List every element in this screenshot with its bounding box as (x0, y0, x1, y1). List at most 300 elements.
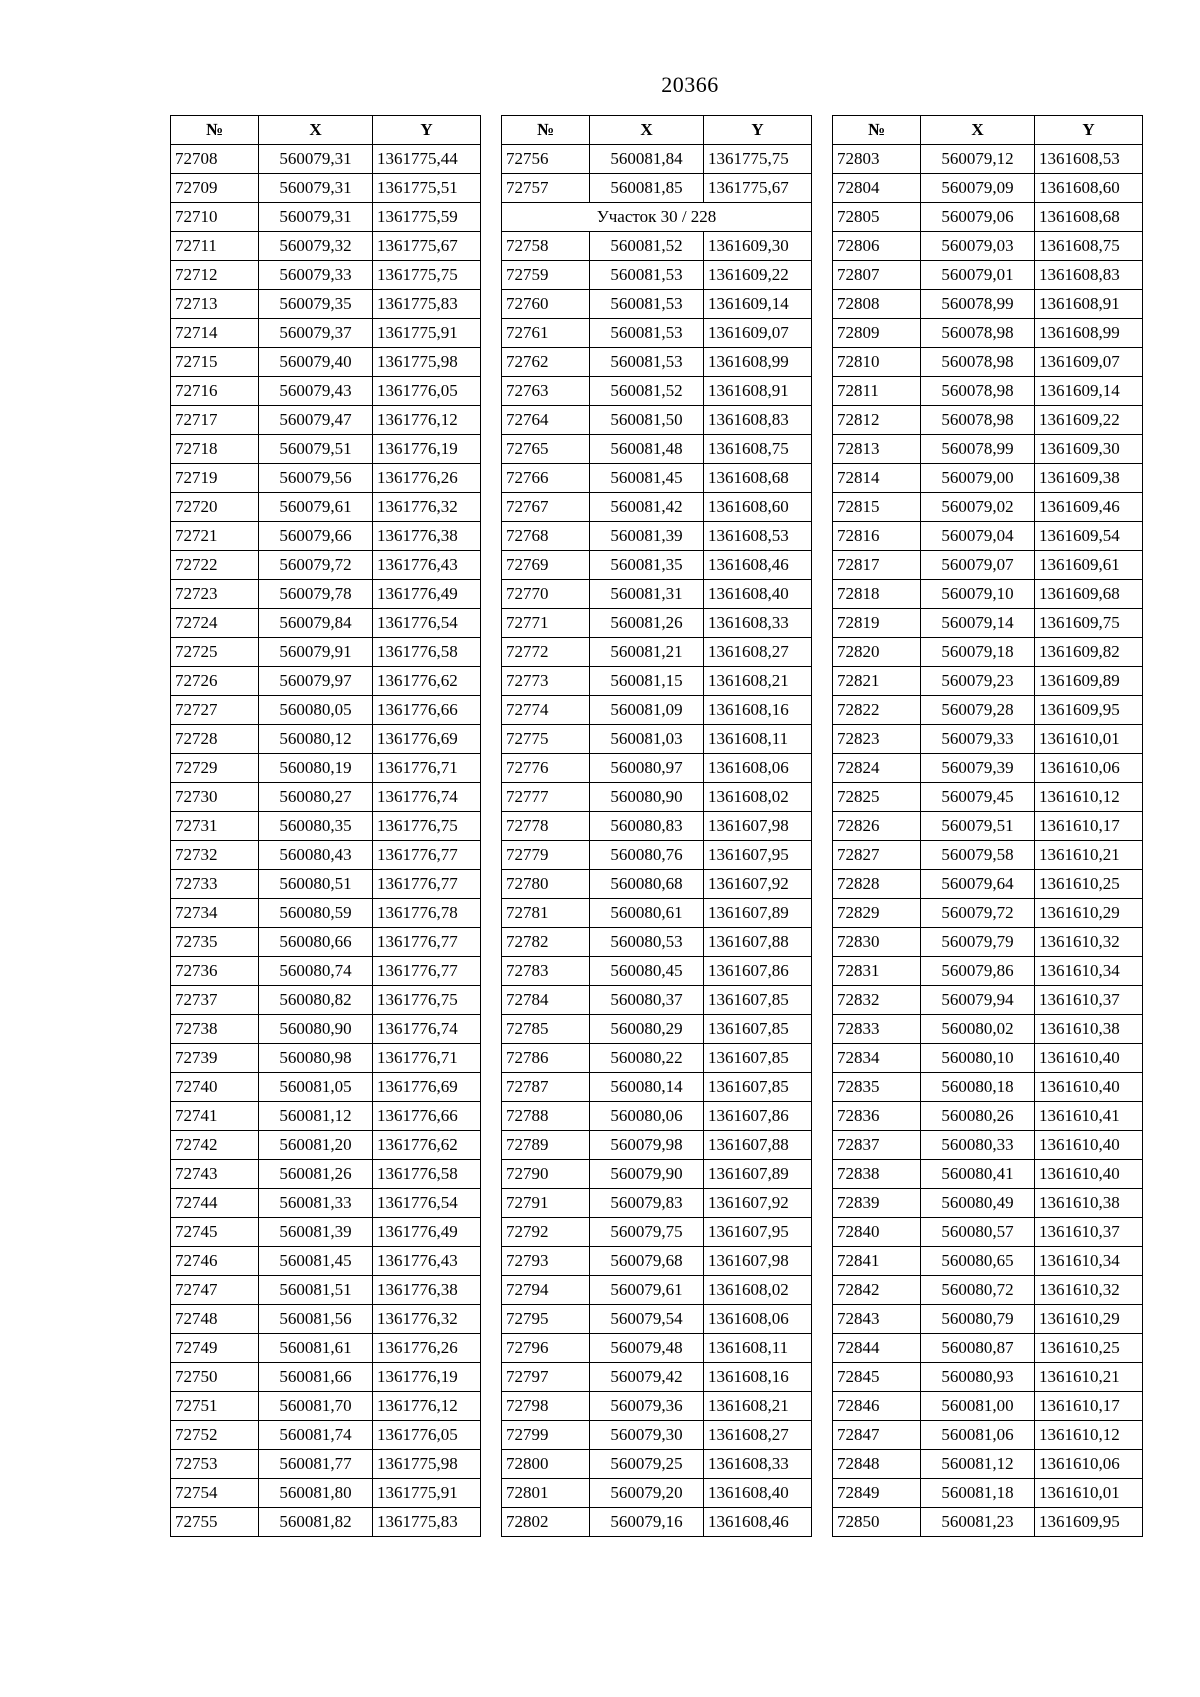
y-coordinate: 1361775,75 (704, 145, 812, 174)
point-number: 72833 (833, 1015, 921, 1044)
x-coordinate: 560080,97 (590, 754, 704, 783)
point-number: 72820 (833, 638, 921, 667)
table-row (171, 1334, 481, 1363)
table-header-row (502, 116, 812, 145)
y-coordinate: 1361610,06 (1035, 1450, 1143, 1479)
y-coordinate: 1361608,06 (704, 754, 812, 783)
x-coordinate: 560080,57 (921, 1218, 1035, 1247)
y-coordinate: 1361608,46 (704, 551, 812, 580)
y-coordinate: 1361775,51 (373, 174, 481, 203)
y-coordinate: 1361608,75 (704, 435, 812, 464)
y-coordinate: 1361610,40 (1035, 1131, 1143, 1160)
x-coordinate: 560081,00 (921, 1392, 1035, 1421)
table-row (171, 290, 481, 319)
y-coordinate: 1361608,75 (1035, 232, 1143, 261)
x-coordinate: 560079,64 (921, 870, 1035, 899)
y-coordinate: 1361610,12 (1035, 1421, 1143, 1450)
table-row (171, 870, 481, 899)
x-coordinate: 560078,98 (921, 348, 1035, 377)
y-coordinate: 1361775,83 (373, 290, 481, 319)
x-coordinate: 560081,26 (590, 609, 704, 638)
table-row (833, 493, 1143, 522)
section-label: Участок 30 / 228 (502, 203, 812, 232)
x-coordinate: 560080,74 (259, 957, 373, 986)
table-row (171, 348, 481, 377)
y-coordinate: 1361776,19 (373, 435, 481, 464)
point-number: 72712 (171, 261, 259, 290)
y-coordinate: 1361609,95 (1035, 1508, 1143, 1537)
x-coordinate: 560081,39 (259, 1218, 373, 1247)
y-coordinate: 1361775,91 (373, 319, 481, 348)
point-number: 72815 (833, 493, 921, 522)
table-row (171, 1392, 481, 1421)
y-coordinate: 1361610,40 (1035, 1044, 1143, 1073)
table-row (171, 986, 481, 1015)
table-row (502, 783, 812, 812)
x-coordinate: 560080,06 (590, 1102, 704, 1131)
table-row (502, 580, 812, 609)
y-coordinate: 1361608,02 (704, 783, 812, 812)
table-row (833, 1479, 1143, 1508)
y-coordinate: 1361610,41 (1035, 1102, 1143, 1131)
x-coordinate: 560081,52 (590, 232, 704, 261)
x-coordinate: 560080,12 (259, 725, 373, 754)
y-coordinate: 1361607,85 (704, 986, 812, 1015)
table-row (833, 174, 1143, 203)
table-row (171, 667, 481, 696)
y-coordinate: 1361776,12 (373, 1392, 481, 1421)
x-coordinate: 560081,50 (590, 406, 704, 435)
point-number: 72806 (833, 232, 921, 261)
table-row (502, 261, 812, 290)
point-number: 72772 (502, 638, 590, 667)
x-coordinate: 560080,05 (259, 696, 373, 725)
y-coordinate: 1361610,25 (1035, 1334, 1143, 1363)
x-coordinate: 560080,26 (921, 1102, 1035, 1131)
coordinate-table (501, 115, 812, 1537)
point-number: 72750 (171, 1363, 259, 1392)
x-coordinate: 560079,79 (921, 928, 1035, 957)
y-coordinate: 1361775,67 (704, 174, 812, 203)
y-coordinate: 1361608,33 (704, 1450, 812, 1479)
table-row (502, 754, 812, 783)
point-number: 72754 (171, 1479, 259, 1508)
x-coordinate: 560080,59 (259, 899, 373, 928)
point-number: 72779 (502, 841, 590, 870)
point-number: 72826 (833, 812, 921, 841)
point-number: 72814 (833, 464, 921, 493)
table-row (502, 493, 812, 522)
y-coordinate: 1361775,83 (373, 1508, 481, 1537)
point-number: 72709 (171, 174, 259, 203)
x-coordinate: 560079,54 (590, 1305, 704, 1334)
table-row (171, 841, 481, 870)
y-coordinate: 1361776,05 (373, 1421, 481, 1450)
x-coordinate: 560079,72 (259, 551, 373, 580)
table-row (502, 377, 812, 406)
x-coordinate: 560081,33 (259, 1189, 373, 1218)
point-number: 72839 (833, 1189, 921, 1218)
x-coordinate: 560080,68 (590, 870, 704, 899)
x-coordinate: 560080,22 (590, 1044, 704, 1073)
table-row (171, 1160, 481, 1189)
table-row (171, 696, 481, 725)
table-row (171, 1247, 481, 1276)
table-row (833, 1276, 1143, 1305)
point-number: 72770 (502, 580, 590, 609)
y-coordinate: 1361776,74 (373, 783, 481, 812)
x-coordinate: 560081,51 (259, 1276, 373, 1305)
x-coordinate: 560079,98 (590, 1131, 704, 1160)
point-number: 72715 (171, 348, 259, 377)
y-coordinate: 1361608,99 (1035, 319, 1143, 348)
y-coordinate: 1361776,26 (373, 464, 481, 493)
x-coordinate: 560079,06 (921, 203, 1035, 232)
table-row (502, 1363, 812, 1392)
x-coordinate: 560080,87 (921, 1334, 1035, 1363)
point-number: 72727 (171, 696, 259, 725)
point-number: 72794 (502, 1276, 590, 1305)
x-coordinate: 560081,03 (590, 725, 704, 754)
x-coordinate: 560081,66 (259, 1363, 373, 1392)
x-coordinate: 560081,39 (590, 522, 704, 551)
y-coordinate: 1361610,12 (1035, 783, 1143, 812)
table-row (171, 812, 481, 841)
x-coordinate: 560081,53 (590, 290, 704, 319)
table-row (171, 145, 481, 174)
point-number: 72769 (502, 551, 590, 580)
y-coordinate: 1361776,26 (373, 1334, 481, 1363)
table-row (833, 1102, 1143, 1131)
x-coordinate: 560080,72 (921, 1276, 1035, 1305)
point-number: 72844 (833, 1334, 921, 1363)
point-number: 72808 (833, 290, 921, 319)
table-row (171, 551, 481, 580)
x-coordinate: 560079,02 (921, 493, 1035, 522)
point-number: 72789 (502, 1131, 590, 1160)
column-header-y: Y (373, 116, 481, 145)
point-number: 72817 (833, 551, 921, 580)
x-coordinate: 560079,83 (590, 1189, 704, 1218)
point-number: 72764 (502, 406, 590, 435)
table-header-row (171, 116, 481, 145)
table-row (502, 696, 812, 725)
y-coordinate: 1361776,54 (373, 609, 481, 638)
table-row (833, 1392, 1143, 1421)
y-coordinate: 1361608,53 (1035, 145, 1143, 174)
x-coordinate: 560081,84 (590, 145, 704, 174)
point-number: 72802 (502, 1508, 590, 1537)
point-number: 72721 (171, 522, 259, 551)
table-row (171, 957, 481, 986)
x-coordinate: 560079,56 (259, 464, 373, 493)
point-number: 72765 (502, 435, 590, 464)
y-coordinate: 1361610,21 (1035, 841, 1143, 870)
x-coordinate: 560079,75 (590, 1218, 704, 1247)
x-coordinate: 560081,18 (921, 1479, 1035, 1508)
table-row (833, 1421, 1143, 1450)
y-coordinate: 1361776,58 (373, 638, 481, 667)
table-row (502, 1276, 812, 1305)
y-coordinate: 1361608,68 (704, 464, 812, 493)
y-coordinate: 1361608,33 (704, 609, 812, 638)
x-coordinate: 560079,51 (259, 435, 373, 464)
point-number: 72776 (502, 754, 590, 783)
y-coordinate: 1361607,92 (704, 870, 812, 899)
x-coordinate: 560080,19 (259, 754, 373, 783)
x-coordinate: 560079,33 (259, 261, 373, 290)
y-coordinate: 1361610,34 (1035, 957, 1143, 986)
table-row (833, 754, 1143, 783)
table-row (833, 1189, 1143, 1218)
point-number: 72734 (171, 899, 259, 928)
x-coordinate: 560080,35 (259, 812, 373, 841)
x-coordinate: 560079,20 (590, 1479, 704, 1508)
x-coordinate: 560079,51 (921, 812, 1035, 841)
point-number: 72792 (502, 1218, 590, 1247)
x-coordinate: 560079,39 (921, 754, 1035, 783)
y-coordinate: 1361609,30 (1035, 435, 1143, 464)
table-row (502, 609, 812, 638)
x-coordinate: 560079,00 (921, 464, 1035, 493)
y-coordinate: 1361610,37 (1035, 986, 1143, 1015)
table-row (833, 1305, 1143, 1334)
point-number: 72793 (502, 1247, 590, 1276)
point-number: 72783 (502, 957, 590, 986)
point-number: 72720 (171, 493, 259, 522)
table-row (502, 174, 812, 203)
point-number: 72797 (502, 1363, 590, 1392)
point-number: 72725 (171, 638, 259, 667)
point-number: 72786 (502, 1044, 590, 1073)
x-coordinate: 560081,09 (590, 696, 704, 725)
x-coordinate: 560081,31 (590, 580, 704, 609)
table-row (171, 928, 481, 957)
point-number: 72711 (171, 232, 259, 261)
x-coordinate: 560081,70 (259, 1392, 373, 1421)
x-coordinate: 560080,41 (921, 1160, 1035, 1189)
x-coordinate: 560079,32 (259, 232, 373, 261)
point-number: 72809 (833, 319, 921, 348)
y-coordinate: 1361608,99 (704, 348, 812, 377)
table-row (171, 580, 481, 609)
y-coordinate: 1361609,14 (704, 290, 812, 319)
y-coordinate: 1361609,07 (1035, 348, 1143, 377)
point-number: 72821 (833, 667, 921, 696)
point-number: 72755 (171, 1508, 259, 1537)
table-row (502, 986, 812, 1015)
point-number: 72798 (502, 1392, 590, 1421)
table-row (171, 174, 481, 203)
y-coordinate: 1361776,66 (373, 696, 481, 725)
table-row (171, 638, 481, 667)
x-coordinate: 560080,82 (259, 986, 373, 1015)
x-coordinate: 560079,04 (921, 522, 1035, 551)
point-number: 72831 (833, 957, 921, 986)
point-number: 72837 (833, 1131, 921, 1160)
column-header-x: X (259, 116, 373, 145)
x-coordinate: 560079,47 (259, 406, 373, 435)
point-number: 72811 (833, 377, 921, 406)
y-coordinate: 1361775,91 (373, 1479, 481, 1508)
point-number: 72829 (833, 899, 921, 928)
table-row (502, 1044, 812, 1073)
y-coordinate: 1361607,86 (704, 1102, 812, 1131)
point-number: 72785 (502, 1015, 590, 1044)
x-coordinate: 560080,66 (259, 928, 373, 957)
table-row (171, 1131, 481, 1160)
y-coordinate: 1361608,40 (704, 580, 812, 609)
x-coordinate: 560080,79 (921, 1305, 1035, 1334)
x-coordinate: 560081,85 (590, 174, 704, 203)
table-row (833, 725, 1143, 754)
point-number: 72780 (502, 870, 590, 899)
point-number: 72846 (833, 1392, 921, 1421)
y-coordinate: 1361776,43 (373, 551, 481, 580)
x-coordinate: 560081,12 (259, 1102, 373, 1131)
table-row (502, 1247, 812, 1276)
x-coordinate: 560081,15 (590, 667, 704, 696)
table-row (833, 609, 1143, 638)
point-number: 72804 (833, 174, 921, 203)
y-coordinate: 1361609,07 (704, 319, 812, 348)
point-number: 72807 (833, 261, 921, 290)
x-coordinate: 560079,31 (259, 174, 373, 203)
x-coordinate: 560081,42 (590, 493, 704, 522)
x-coordinate: 560081,74 (259, 1421, 373, 1450)
y-coordinate: 1361609,22 (1035, 406, 1143, 435)
y-coordinate: 1361775,98 (373, 348, 481, 377)
y-coordinate: 1361610,17 (1035, 812, 1143, 841)
point-number: 72813 (833, 435, 921, 464)
table-row (502, 1334, 812, 1363)
point-number: 72777 (502, 783, 590, 812)
point-number: 72749 (171, 1334, 259, 1363)
x-coordinate: 560078,99 (921, 290, 1035, 319)
table-row (502, 957, 812, 986)
coordinate-tables (170, 115, 1143, 1537)
column-header-y: Y (704, 116, 812, 145)
table-row (171, 1102, 481, 1131)
table-row (171, 493, 481, 522)
table-row (833, 551, 1143, 580)
point-number: 72795 (502, 1305, 590, 1334)
table-row (502, 725, 812, 754)
y-coordinate: 1361610,21 (1035, 1363, 1143, 1392)
x-coordinate: 560080,76 (590, 841, 704, 870)
table-row (171, 435, 481, 464)
x-coordinate: 560079,30 (590, 1421, 704, 1450)
point-number: 72800 (502, 1450, 590, 1479)
table-row (833, 1015, 1143, 1044)
point-number: 72775 (502, 725, 590, 754)
point-number: 72841 (833, 1247, 921, 1276)
column-header-y: Y (1035, 116, 1143, 145)
point-number: 72774 (502, 696, 590, 725)
table-row (502, 551, 812, 580)
x-coordinate: 560079,78 (259, 580, 373, 609)
y-coordinate: 1361776,12 (373, 406, 481, 435)
x-coordinate: 560079,43 (259, 377, 373, 406)
table-row (833, 1363, 1143, 1392)
y-coordinate: 1361609,75 (1035, 609, 1143, 638)
table-row (171, 754, 481, 783)
table-row (502, 232, 812, 261)
x-coordinate: 560079,61 (259, 493, 373, 522)
table-row (833, 348, 1143, 377)
y-coordinate: 1361608,91 (704, 377, 812, 406)
table-row (833, 203, 1143, 232)
point-number: 72739 (171, 1044, 259, 1073)
x-coordinate: 560081,26 (259, 1160, 373, 1189)
x-coordinate: 560079,31 (259, 145, 373, 174)
point-number: 72850 (833, 1508, 921, 1537)
x-coordinate: 560081,53 (590, 319, 704, 348)
column-header-number: № (502, 116, 590, 145)
point-number: 72825 (833, 783, 921, 812)
y-coordinate: 1361776,38 (373, 1276, 481, 1305)
point-number: 72718 (171, 435, 259, 464)
y-coordinate: 1361609,82 (1035, 638, 1143, 667)
y-coordinate: 1361776,77 (373, 870, 481, 899)
x-coordinate: 560079,94 (921, 986, 1035, 1015)
y-coordinate: 1361609,95 (1035, 696, 1143, 725)
column-header-number: № (833, 116, 921, 145)
y-coordinate: 1361608,83 (704, 406, 812, 435)
point-number: 72742 (171, 1131, 259, 1160)
table-row (502, 1189, 812, 1218)
y-coordinate: 1361609,89 (1035, 667, 1143, 696)
y-coordinate: 1361609,68 (1035, 580, 1143, 609)
y-coordinate: 1361609,61 (1035, 551, 1143, 580)
x-coordinate: 560079,72 (921, 899, 1035, 928)
y-coordinate: 1361776,49 (373, 1218, 481, 1247)
y-coordinate: 1361610,29 (1035, 899, 1143, 928)
point-number: 72819 (833, 609, 921, 638)
y-coordinate: 1361608,68 (1035, 203, 1143, 232)
point-number: 72796 (502, 1334, 590, 1363)
y-coordinate: 1361609,38 (1035, 464, 1143, 493)
table-header-row (833, 116, 1143, 145)
x-coordinate: 560080,61 (590, 899, 704, 928)
table-row (833, 464, 1143, 493)
y-coordinate: 1361775,67 (373, 232, 481, 261)
x-coordinate: 560079,03 (921, 232, 1035, 261)
x-coordinate: 560079,48 (590, 1334, 704, 1363)
y-coordinate: 1361775,44 (373, 145, 481, 174)
x-coordinate: 560080,53 (590, 928, 704, 957)
x-coordinate: 560081,20 (259, 1131, 373, 1160)
x-coordinate: 560081,35 (590, 551, 704, 580)
point-number: 72847 (833, 1421, 921, 1450)
x-coordinate: 560078,99 (921, 435, 1035, 464)
y-coordinate: 1361776,71 (373, 754, 481, 783)
table-row (171, 783, 481, 812)
point-number: 72748 (171, 1305, 259, 1334)
y-coordinate: 1361610,29 (1035, 1305, 1143, 1334)
table-row (833, 986, 1143, 1015)
x-coordinate: 560079,61 (590, 1276, 704, 1305)
x-coordinate: 560080,02 (921, 1015, 1035, 1044)
x-coordinate: 560079,42 (590, 1363, 704, 1392)
x-coordinate: 560079,37 (259, 319, 373, 348)
y-coordinate: 1361607,85 (704, 1073, 812, 1102)
table-row (502, 928, 812, 957)
table-row (833, 406, 1143, 435)
y-coordinate: 1361610,34 (1035, 1247, 1143, 1276)
x-coordinate: 560081,53 (590, 261, 704, 290)
y-coordinate: 1361776,77 (373, 841, 481, 870)
